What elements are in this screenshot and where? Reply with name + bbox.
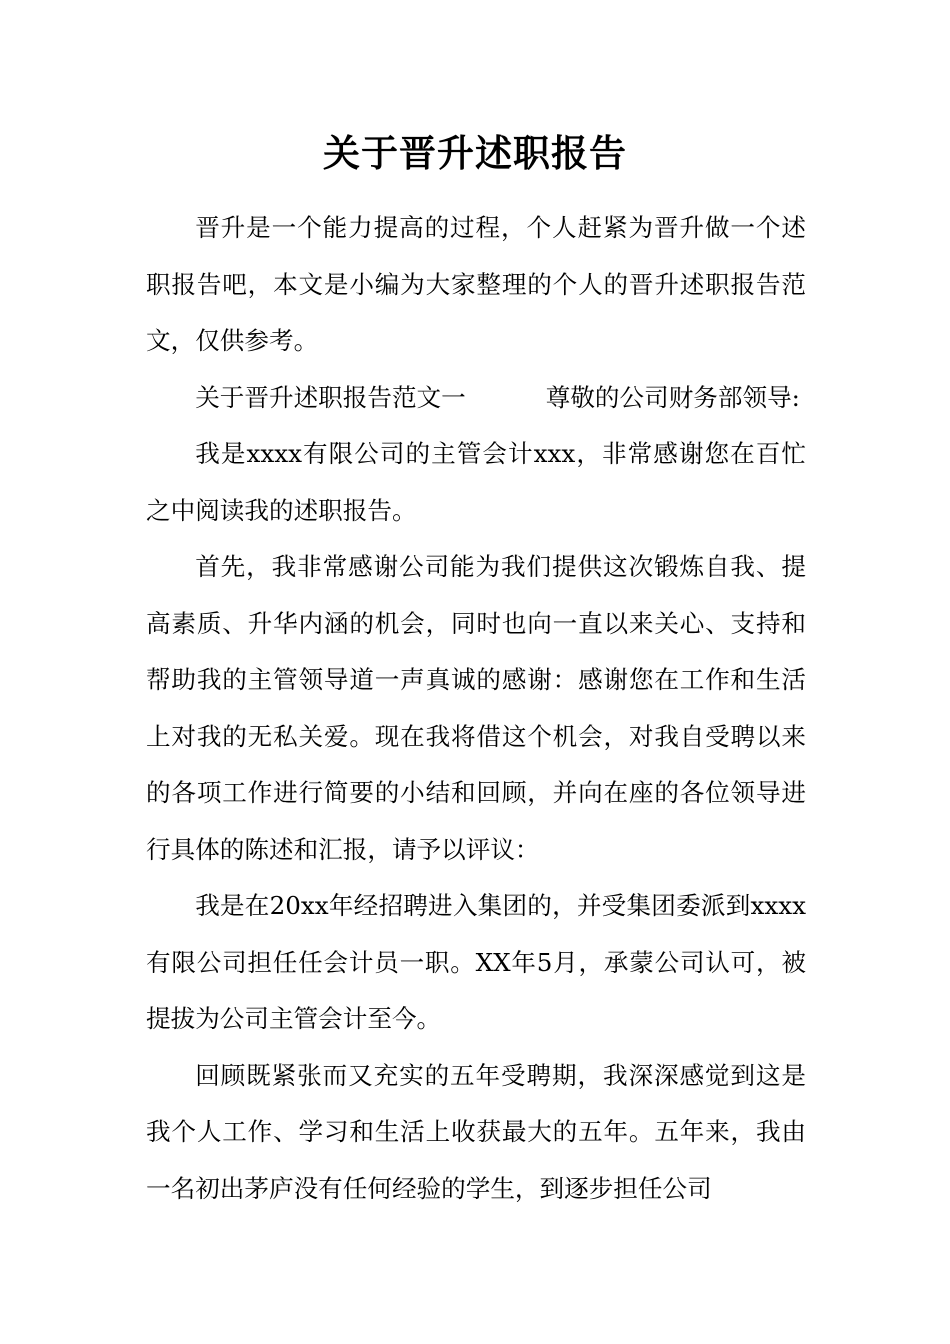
- body-paragraph: 回顾既紧张而又充实的五年受聘期，我深深感觉到这是我个人工作、学习和生活上收获最大的五年。五年来，我由一名初出茅庐没有任何经验的学生，到逐步担任公司: [146, 1060, 806, 1203]
- section-title: 关于晋升述职报告范文一: [195, 382, 466, 412]
- body-paragraph: 我是xxxx有限公司的主管会计xxx，非常感谢您在百忙之中阅读我的述职报告。: [146, 439, 806, 525]
- intro-paragraph: 晋升是一个能力提高的过程，个人赶紧为晋升做一个述职报告吧，本文是小编为大家整理的个人的晋升述职报告范文，仅供参考。: [146, 213, 806, 355]
- salutation: 尊敬的公司财务部领导:: [545, 382, 800, 412]
- document-title: 关于晋升述职报告: [323, 131, 627, 175]
- body-paragraph: 首先，我非常感谢公司能为我们提供这次锻炼自我、提高素质、升华内涵的机会，同时也向一直以来关心、支持和帮助我的主管领导道一声真诚的感谢：感谢您在工作和生活上对我的无私关爱。现在我将借这个机会，对我自受聘以来的各项工作进行简要的小结和回顾，并向在座的各位领导进行具体的陈述和汇报，请予以评议：: [146, 552, 806, 864]
- body-paragraph: 我是在20xx年经招聘进入集团的，并受集团委派到xxxx有限公司担任任会计员一职。XX年5月，承蒙公司认可，被提拔为公司主管会计至今。: [146, 891, 806, 1033]
- section-heading-line: [146, 370, 806, 427]
- document-body: [146, 200, 806, 1217]
